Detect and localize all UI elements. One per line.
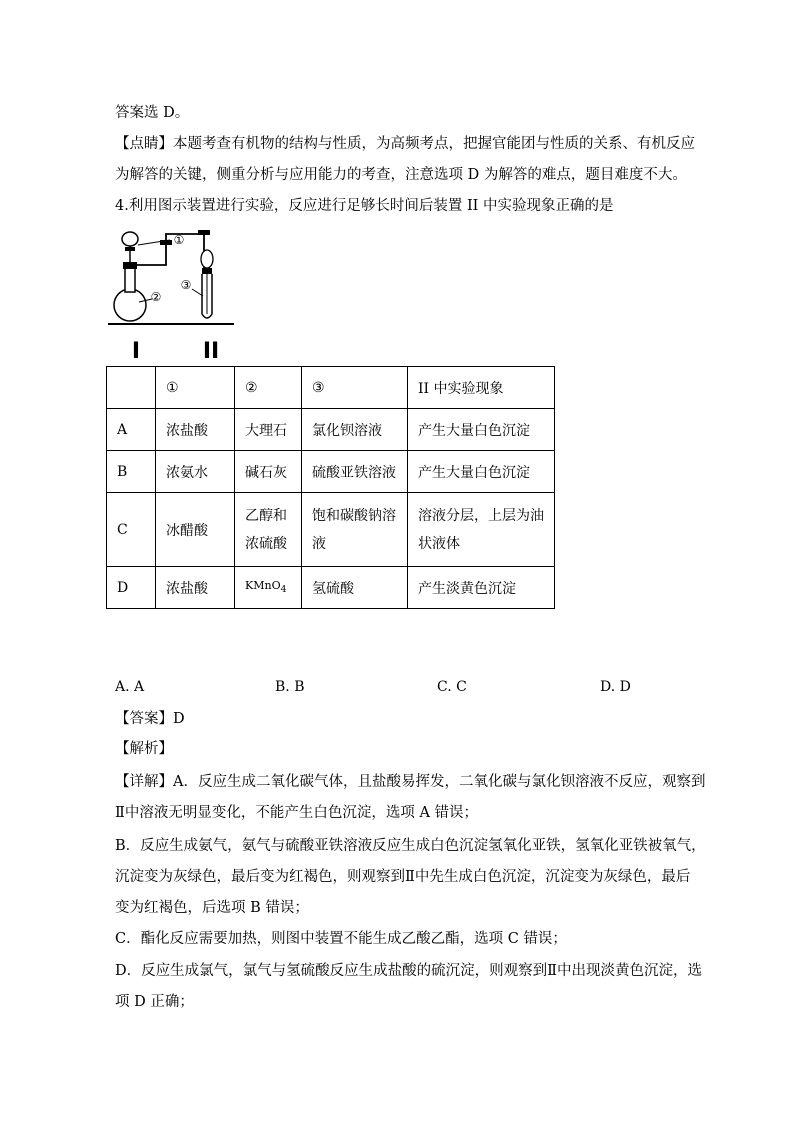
table-header-cell: ① xyxy=(156,367,235,409)
analysis-line-8: 项 D 正确； xyxy=(115,994,194,1010)
table-row xyxy=(107,409,555,451)
table-cell: 浓盐酸 xyxy=(156,567,235,609)
options-table xyxy=(106,366,555,609)
previous-answer-line: 答案选 D。 xyxy=(115,105,190,121)
table-cell: 大理石 xyxy=(235,409,302,451)
table-header-cell: II 中实验现象 xyxy=(408,367,555,409)
dropping-funnel-shape xyxy=(122,232,138,246)
table-cell: 碱石灰 xyxy=(235,451,302,493)
formula-subscript: 4 xyxy=(280,584,287,596)
device-label-I: I xyxy=(131,339,141,362)
table-row xyxy=(107,493,555,567)
question-stem: 4.利用图示装置进行实验，反应进行足够长时间后装置 II 中实验现象正确的是 xyxy=(115,198,614,214)
formula-main: KMnO xyxy=(245,579,281,593)
table-header-cell xyxy=(107,367,156,409)
table-cell-option: D xyxy=(107,567,156,609)
label-3: ③ xyxy=(180,278,192,292)
option-a: A. A xyxy=(115,679,145,695)
cell-line: 溶液分层，上层为油 xyxy=(418,507,544,524)
table-row xyxy=(107,451,555,493)
table-header-cell: ③ xyxy=(302,367,408,409)
analysis-line-7: D．反应生成氯气，氯气与氢硫酸反应生成盐酸的硫沉淀，则观察到Ⅱ中出现淡黄色沉淀，选 xyxy=(115,963,702,979)
round-flask-shape xyxy=(114,289,146,321)
analysis-title: 【解析】 xyxy=(115,741,173,757)
comment-line-1: 【点睛】本题考查有机物的结构与性质，为高频考点，把握官能团与性质的关系、有机反应 xyxy=(115,136,695,152)
option-b: B. B xyxy=(275,679,305,695)
delivery-tube-shape xyxy=(137,234,204,268)
cell-line: 乙醇和 xyxy=(245,507,287,524)
table-cell: 浓盐酸 xyxy=(156,409,235,451)
table-cell xyxy=(235,567,302,609)
analysis-line-1: 【详解】A．反应生成二氧化碳气体，且盐酸易挥发，二氧化碳与氯化钡溶液不反应，观察到 xyxy=(115,774,706,790)
table-cell xyxy=(302,493,408,567)
table-row xyxy=(107,567,555,609)
table-cell-option: B xyxy=(107,451,156,493)
cell-line: 饱和碳酸钠溶 xyxy=(312,507,396,524)
device-label-II: II xyxy=(202,339,220,362)
flask-neck-shape xyxy=(125,268,135,292)
analysis-line-4: 沉淀变为灰绿色，最后变为红褐色，则观察到Ⅱ中先生成白色沉淀，沉淀变为灰绿色，最后 xyxy=(115,869,691,885)
option-c: C. C xyxy=(437,679,467,695)
analysis-line-3: B．反应生成氨气，氨气与硫酸亚铁溶液反应生成白色沉淀氢氧化亚铁，氢氧化亚铁被氧气， xyxy=(115,838,706,854)
apparatus-diagram xyxy=(108,226,248,362)
option-d: D. D xyxy=(600,679,631,695)
cell-line: 浓硫酸 xyxy=(245,535,287,552)
cell-line: 状液体 xyxy=(418,535,460,552)
answer-line: 【答案】D xyxy=(115,711,185,727)
table-cell: 产生淡黄色沉淀 xyxy=(408,567,555,609)
table-header-row xyxy=(107,367,555,409)
table-cell: 产生大量白色沉淀 xyxy=(408,409,555,451)
table-cell: 硫酸亚铁溶液 xyxy=(302,451,408,493)
table-cell: 冰醋酸 xyxy=(156,493,235,567)
analysis-line-2: Ⅱ中溶液无明显变化，不能产生白色沉淀，选项 A 错误； xyxy=(115,805,479,821)
cell-line: 液 xyxy=(312,535,326,552)
stopper-shape xyxy=(123,262,137,269)
comment-line-2: 为解答的关键，侧重分析与应用能力的考查，注意选项 D 为解答的难点，题目难度不大。 xyxy=(115,167,687,183)
table-cell-option: C xyxy=(107,493,156,567)
table-cell: 氢硫酸 xyxy=(302,567,408,609)
table-header-cell: ② xyxy=(235,367,302,409)
table-cell: 氯化钡溶液 xyxy=(302,409,408,451)
analysis-line-5: 变为红褐色，后选项 B 错误； xyxy=(115,900,309,916)
table-cell xyxy=(235,493,302,567)
table-cell: 产生大量白色沉淀 xyxy=(408,451,555,493)
table-cell: 浓氨水 xyxy=(156,451,235,493)
table-cell xyxy=(408,493,555,567)
label-1: ① xyxy=(173,233,185,247)
analysis-line-6: C．酯化反应需要加热，则图中装置不能生成乙酸乙酯，选项 C 错误； xyxy=(115,931,567,947)
table-cell-option: A xyxy=(107,409,156,451)
label-2: ② xyxy=(150,290,162,304)
